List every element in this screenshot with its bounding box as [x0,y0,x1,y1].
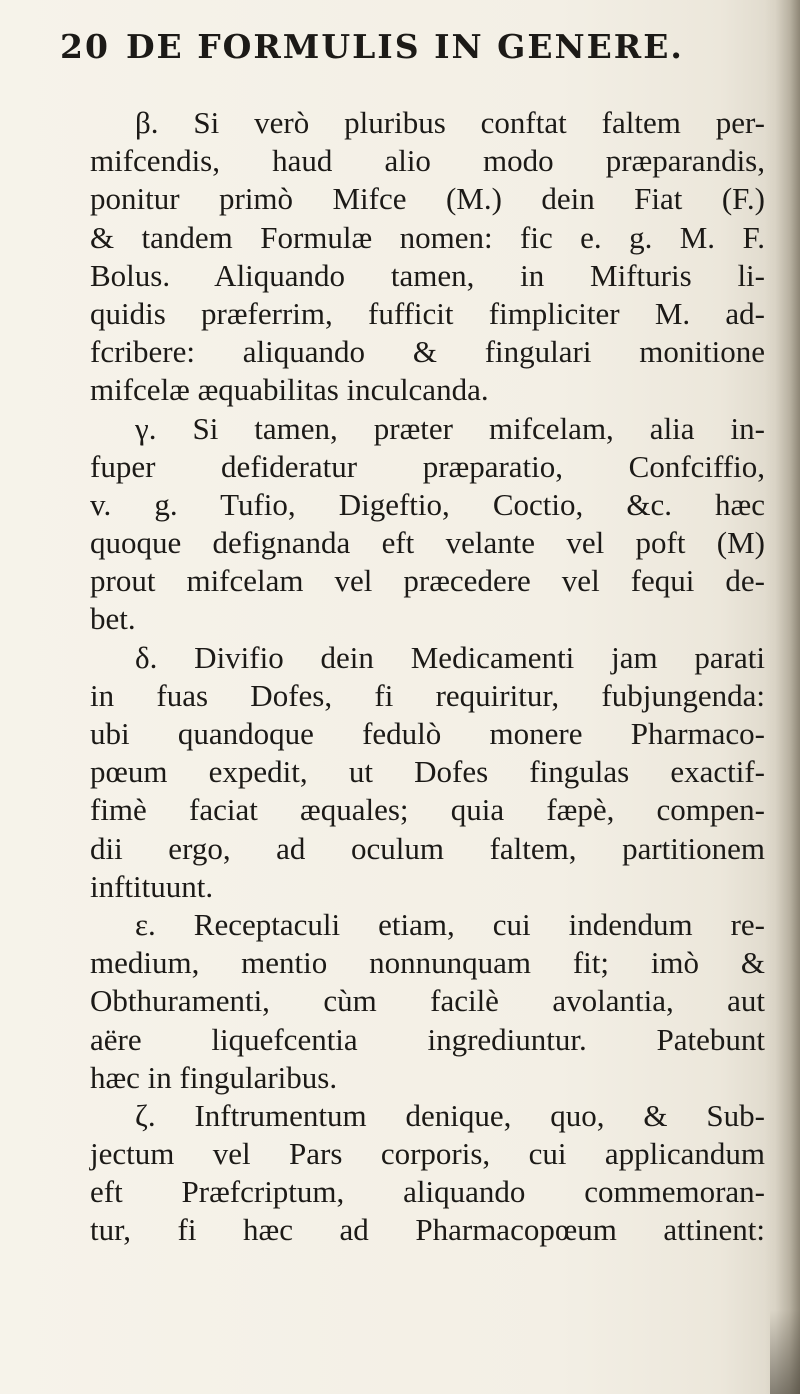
text-line: β. Si verò pluribus conftat faltem per- [135,105,765,140]
text-line: bet. [90,601,136,637]
text-line: Bolus. Aliquando tamen, in Mifturis li- [90,257,765,293]
text-line: dii ergo, ad oculum faltem, partitionem [90,830,765,866]
text-line: quoque defignanda eft velante vel poft (M) [90,525,765,561]
text-line: fimè faciat æquales; quia fæpè, compen- [90,792,765,828]
text-line: ζ. Inftrumentum denique, quo, & Sub- [135,1097,765,1133]
text-line: δ. Divifio dein Medicamenti jam parati [135,639,765,675]
text-line: tur, fi hæc ad Pharmacopœum attinent: [90,1212,765,1248]
text-line: & tandem Formulæ nomen: fic e. g. M. F. [90,219,765,255]
text-line: in fuas Dofes, fi requiritur, fubjungenda: [90,677,765,713]
text-line: medium, mentio nonnunquam fit; imò & [90,945,765,981]
text-line: γ. Si tamen, præter mifcelam, alia in- [135,410,765,446]
text-line: inftituunt. [90,868,214,904]
text-line: fcribere: aliquando & fingulari monitione [90,334,765,370]
page-edge-shadow [765,0,800,1394]
text-line: ε. Receptaculi etiam, cui indendum re- [135,906,765,942]
text-line: quidis præferrim, fufficit fimpliciter M. ad- [90,295,765,331]
text-line: mifcendis, haud alio modo præparandis, [90,143,765,179]
text-line: v. g. Tufio, Digeftio, Coctio, &c. hæc [90,486,765,522]
text-line: prout mifcelam vel præcedere vel fequi de- [90,563,765,599]
text-line: jectum vel Pars corporis, cui applicandum [90,1136,765,1172]
text-line: ubi quandoque fedulò monere Pharmaco- [90,716,765,751]
text-line: Obthuramenti, cùm facilè avolantia, aut [90,983,765,1019]
text-line: hæc in fingularibus. [90,1059,338,1095]
text-line: mifcelæ æquabilitas inculcanda. [90,372,489,408]
text-line: ponitur primò Mifce (M.) dein Fiat (F.) [90,181,765,217]
text-line: eft Præfcriptum, aliquando commemoran- [90,1174,765,1210]
page-edge-mark [770,1310,800,1394]
body-text [90,104,765,1250]
text-line: aëre liquefcentia ingrediuntur. Patebunt [90,1021,765,1057]
page-number: 20 [60,27,110,66]
running-header [60,22,710,72]
running-title: DE FORMULIS IN GENERE. [125,27,684,66]
text-line: fuper defideratur præparatio, Confciffio, [90,448,765,484]
text-line: pœum expedit, ut Dofes fingulas exactif- [90,754,765,790]
